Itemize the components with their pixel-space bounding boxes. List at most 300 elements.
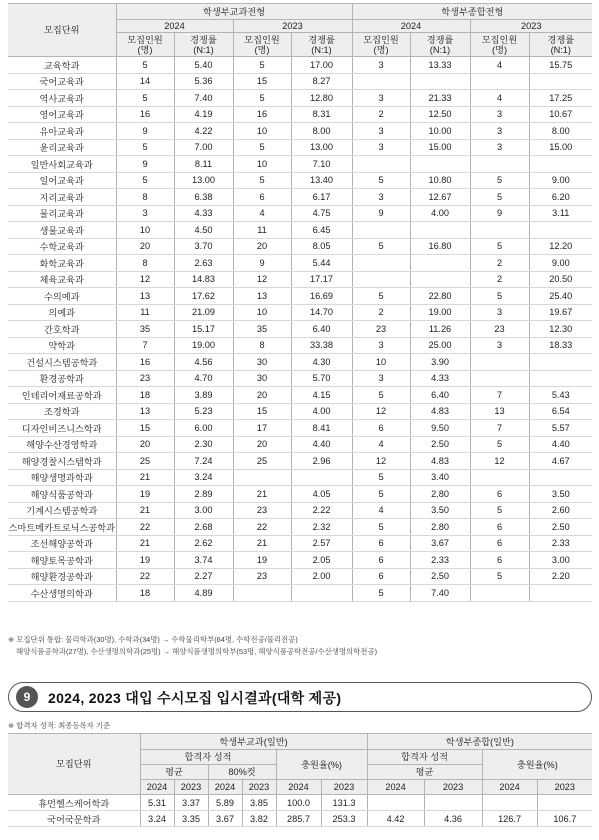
header-year: 2024 [367, 780, 424, 795]
data-cell: 12.20 [529, 238, 592, 255]
data-cell: 2.96 [291, 453, 352, 470]
data-cell: 3.37 [174, 795, 208, 811]
data-cell: 5 [352, 486, 410, 503]
dept-name: 역사교육과 [8, 90, 116, 107]
data-cell [537, 795, 592, 811]
data-cell: 22.80 [410, 288, 470, 305]
data-cell [367, 795, 424, 811]
data-cell: 2.50 [410, 568, 470, 585]
data-cell: 4.19 [174, 106, 233, 123]
data-cell: 2.63 [174, 255, 233, 272]
header-fill-rate: 충원율(%) [276, 750, 367, 780]
data-cell: 9 [233, 255, 291, 272]
data-cell: 10 [233, 123, 291, 140]
data-cell: 5 [233, 139, 291, 156]
data-cell: 13 [116, 403, 174, 420]
data-cell: 3 [352, 370, 410, 387]
data-cell: 21 [233, 486, 291, 503]
data-cell: 23 [233, 568, 291, 585]
data-cell [410, 255, 470, 272]
data-cell [470, 156, 529, 173]
data-cell: 23 [233, 502, 291, 519]
data-cell: 5 [470, 288, 529, 305]
data-cell: 2.60 [529, 502, 592, 519]
data-cell: 100.0 [276, 795, 321, 811]
data-cell: 2.33 [410, 552, 470, 569]
data-cell: 6.17 [291, 189, 352, 206]
header-year: 2023 [424, 780, 482, 795]
data-cell: 2.22 [291, 502, 352, 519]
dept-name: 해양환경공학과 [8, 568, 116, 585]
dept-name: 스마트메카트로닉스공학과 [8, 519, 116, 536]
data-cell: 11 [233, 222, 291, 239]
data-cell: 19 [116, 486, 174, 503]
data-cell: 8.31 [291, 106, 352, 123]
data-cell [424, 795, 482, 811]
table-row [8, 486, 592, 503]
data-cell: 15.00 [410, 139, 470, 156]
data-cell [470, 585, 529, 602]
data-cell: 4 [470, 57, 529, 74]
table-row [8, 189, 592, 206]
table-row [8, 337, 592, 354]
header-competition-ratio: 경쟁률 (N:1) [410, 33, 470, 57]
note-line-1: ※ 모집단위 통합: 물리학과(30명), 수학과(34명) → 수학물리학부(64명, 수학전공/물리전공) [8, 635, 298, 644]
data-cell: 6 [470, 535, 529, 552]
data-cell: 2.20 [529, 568, 592, 585]
data-cell: 17.62 [174, 288, 233, 305]
data-cell: 3.11 [529, 205, 592, 222]
data-cell [352, 271, 410, 288]
table-row [8, 469, 592, 486]
data-cell: 5.57 [529, 420, 592, 437]
data-cell: 4.05 [291, 486, 352, 503]
header-year: 2023 [537, 780, 592, 795]
data-cell: 3.85 [242, 795, 276, 811]
table-row [8, 288, 592, 305]
data-cell [352, 73, 410, 90]
data-cell: 15.75 [529, 57, 592, 74]
data-cell: 7.40 [174, 90, 233, 107]
dept-name: 일어교육과 [8, 172, 116, 189]
data-cell: 11 [116, 304, 174, 321]
data-cell: 4.22 [174, 123, 233, 140]
data-cell: 9 [116, 123, 174, 140]
dept-name: 윤리교육과 [8, 139, 116, 156]
data-cell: 35 [116, 321, 174, 338]
dept-name: 해양경찰시스템학과 [8, 453, 116, 470]
data-cell [529, 354, 592, 371]
data-cell: 10 [116, 222, 174, 239]
section-number: 9 [16, 686, 38, 708]
header-recruit-count: 모집인원 (명) [233, 33, 291, 57]
data-cell [529, 156, 592, 173]
data-cell: 4.33 [410, 370, 470, 387]
header-group-jonghap: 학생부종합전형 [352, 4, 592, 20]
header-year: 2024 [208, 780, 242, 795]
data-cell: 12 [352, 403, 410, 420]
dept-name: 조선해양공학과 [8, 535, 116, 552]
header-group-gyogwa: 학생부교과전형 [116, 4, 352, 20]
table-row [8, 255, 592, 272]
data-cell: 20 [233, 436, 291, 453]
data-cell: 5 [233, 172, 291, 189]
table-row [8, 304, 592, 321]
data-cell [529, 222, 592, 239]
data-cell: 13.40 [291, 172, 352, 189]
header-year: 2024 [140, 780, 174, 795]
data-cell [470, 222, 529, 239]
data-cell: 3 [470, 304, 529, 321]
data-cell: 4.40 [291, 436, 352, 453]
data-cell: 6.00 [174, 420, 233, 437]
data-cell: 4 [352, 502, 410, 519]
data-cell: 3.24 [140, 811, 174, 827]
data-cell: 5 [470, 189, 529, 206]
admission-table-2024-2023 [8, 3, 592, 602]
data-cell: 126.7 [482, 811, 537, 827]
dept-name: 생물교육과 [8, 222, 116, 239]
data-cell: 12 [352, 453, 410, 470]
data-cell: 4.00 [291, 403, 352, 420]
data-cell [482, 795, 537, 811]
data-cell: 8 [233, 337, 291, 354]
header-year: 2023 [174, 780, 208, 795]
data-cell: 16 [233, 106, 291, 123]
header-recruit-count: 모집인원 (명) [470, 33, 529, 57]
data-cell: 15.17 [174, 321, 233, 338]
data-cell: 3.40 [410, 469, 470, 486]
table-row [8, 139, 592, 156]
data-cell: 4.70 [174, 370, 233, 387]
data-cell [470, 370, 529, 387]
table-row [8, 453, 592, 470]
table-row [8, 420, 592, 437]
data-cell [352, 222, 410, 239]
header-year: 2024 [116, 20, 233, 33]
data-cell: 3 [470, 139, 529, 156]
data-cell: 12 [116, 271, 174, 288]
data-cell: 3 [352, 123, 410, 140]
data-cell: 3.50 [529, 486, 592, 503]
data-cell [470, 469, 529, 486]
data-cell: 22 [116, 519, 174, 536]
data-cell [529, 370, 592, 387]
dept-name: 해양수산경영학과 [8, 436, 116, 453]
header-year: 2023 [470, 20, 592, 33]
data-cell: 5.70 [291, 370, 352, 387]
header-recruit-count: 모집인원 (명) [352, 33, 410, 57]
data-cell: 5.23 [174, 403, 233, 420]
data-cell: 5 [233, 57, 291, 74]
data-cell: 19.00 [174, 337, 233, 354]
dept-name: 의예과 [8, 304, 116, 321]
header-recruit-count: 모집인원 (명) [116, 33, 174, 57]
table-row [8, 238, 592, 255]
data-cell: 21 [116, 535, 174, 552]
data-cell: 4.00 [410, 205, 470, 222]
table-row [8, 172, 592, 189]
data-cell: 2 [470, 271, 529, 288]
data-cell [410, 271, 470, 288]
dept-name: 국어국문학과 [8, 811, 140, 827]
data-cell: 7 [470, 387, 529, 404]
header-competition-ratio: 경쟁률 (N:1) [174, 33, 233, 57]
table-row [8, 519, 592, 536]
data-cell: 4 [233, 205, 291, 222]
header-year: 2023 [242, 780, 276, 795]
data-cell: 5.40 [174, 57, 233, 74]
data-cell: 2.62 [174, 535, 233, 552]
dept-name: 일반사회교육과 [8, 156, 116, 173]
data-cell: 35 [233, 321, 291, 338]
data-cell: 5 [352, 288, 410, 305]
header-group-gyogwa: 학생부교과(일반) [140, 734, 367, 750]
section-note: ※ 합격자 성적: 최종등록자 기준 [8, 721, 111, 730]
data-cell: 2.50 [529, 519, 592, 536]
data-cell [291, 585, 352, 602]
data-cell: 7.24 [174, 453, 233, 470]
data-cell: 8.05 [291, 238, 352, 255]
table-row [8, 436, 592, 453]
data-cell: 20.50 [529, 271, 592, 288]
table-row [8, 354, 592, 371]
data-cell: 21.33 [410, 90, 470, 107]
data-cell: 14 [116, 73, 174, 90]
data-cell: 5.36 [174, 73, 233, 90]
data-cell: 9.00 [529, 172, 592, 189]
dept-name: 교육학과 [8, 57, 116, 74]
data-cell: 25.40 [529, 288, 592, 305]
data-cell: 4 [352, 436, 410, 453]
data-cell: 7 [470, 420, 529, 437]
data-cell: 3.74 [174, 552, 233, 569]
data-cell: 3.70 [174, 238, 233, 255]
data-cell: 3.35 [174, 811, 208, 827]
dept-name: 건설시스템공학과 [8, 354, 116, 371]
data-cell: 2.05 [291, 552, 352, 569]
data-cell: 22 [233, 519, 291, 536]
data-cell: 2.80 [410, 519, 470, 536]
data-cell: 16 [116, 106, 174, 123]
data-cell: 9.00 [529, 255, 592, 272]
data-cell: 22 [116, 568, 174, 585]
data-cell: 285.7 [276, 811, 321, 827]
data-cell: 21 [233, 535, 291, 552]
data-cell: 13 [470, 403, 529, 420]
header-fill-rate: 충원율(%) [482, 750, 592, 780]
data-cell: 8.00 [529, 123, 592, 140]
data-cell: 3 [352, 337, 410, 354]
data-cell: 30 [233, 354, 291, 371]
dept-name: 휴먼헬스케어학과 [8, 795, 140, 811]
data-cell: 21.09 [174, 304, 233, 321]
data-cell: 7 [116, 337, 174, 354]
dept-name: 인테리어재료공학과 [8, 387, 116, 404]
data-cell: 12 [233, 271, 291, 288]
data-cell: 19.67 [529, 304, 592, 321]
data-cell: 3.00 [529, 552, 592, 569]
data-cell: 20 [116, 436, 174, 453]
data-cell: 5 [470, 172, 529, 189]
header-avg: 평균 [367, 765, 482, 780]
data-cell: 3.67 [410, 535, 470, 552]
data-cell: 18 [116, 387, 174, 404]
data-cell: 5 [116, 139, 174, 156]
data-cell: 16 [116, 354, 174, 371]
data-cell: 3.50 [410, 502, 470, 519]
data-cell: 5 [352, 469, 410, 486]
data-cell: 10.00 [410, 123, 470, 140]
data-cell: 4.15 [291, 387, 352, 404]
table-row [8, 403, 592, 420]
data-cell: 3 [470, 337, 529, 354]
dept-name: 유아교육과 [8, 123, 116, 140]
table-row [8, 535, 592, 552]
data-cell: 3 [352, 189, 410, 206]
data-cell: 9.50 [410, 420, 470, 437]
header-score: 합격자 성적 [367, 750, 482, 765]
dept-name: 수의예과 [8, 288, 116, 305]
data-cell: 25 [116, 453, 174, 470]
data-cell: 4 [470, 90, 529, 107]
data-cell: 17 [233, 420, 291, 437]
data-cell: 19.00 [410, 304, 470, 321]
data-cell: 8 [116, 189, 174, 206]
data-cell: 2.00 [291, 568, 352, 585]
table-row [8, 90, 592, 107]
data-cell: 3 [470, 123, 529, 140]
data-cell: 13.00 [174, 172, 233, 189]
data-cell: 7.10 [291, 156, 352, 173]
data-cell: 4.75 [291, 205, 352, 222]
data-cell: 12 [470, 453, 529, 470]
data-cell: 21 [116, 502, 174, 519]
data-cell: 5.44 [291, 255, 352, 272]
data-cell: 253.3 [321, 811, 367, 827]
header-year: 2023 [321, 780, 367, 795]
table-row [8, 370, 592, 387]
table-row [8, 205, 592, 222]
data-cell: 2 [470, 255, 529, 272]
data-cell [233, 585, 291, 602]
data-cell: 3 [352, 57, 410, 74]
header-year: 2024 [276, 780, 321, 795]
data-cell: 3.00 [174, 502, 233, 519]
data-cell: 6 [352, 552, 410, 569]
data-cell: 25.00 [410, 337, 470, 354]
data-cell: 6 [233, 189, 291, 206]
data-cell: 3 [470, 106, 529, 123]
data-cell [470, 354, 529, 371]
data-cell: 5.89 [208, 795, 242, 811]
data-cell: 4.40 [529, 436, 592, 453]
header-unit: 모집단위 [8, 4, 116, 57]
data-cell: 15 [116, 420, 174, 437]
data-cell: 5 [116, 90, 174, 107]
data-cell: 13 [116, 288, 174, 305]
data-cell: 17.25 [529, 90, 592, 107]
data-cell: 5 [470, 436, 529, 453]
data-cell: 14.83 [174, 271, 233, 288]
table-row [8, 156, 592, 173]
data-cell: 15 [233, 73, 291, 90]
data-cell: 23 [116, 370, 174, 387]
data-cell: 25 [233, 453, 291, 470]
data-cell: 5 [352, 519, 410, 536]
data-cell: 4.36 [424, 811, 482, 827]
data-cell: 5 [233, 90, 291, 107]
data-cell: 6 [352, 420, 410, 437]
table-row [8, 811, 592, 827]
data-cell: 9 [352, 205, 410, 222]
dept-name: 지리교육과 [8, 189, 116, 206]
data-cell: 8.00 [291, 123, 352, 140]
dept-name: 국어교육과 [8, 73, 116, 90]
data-cell: 10.67 [529, 106, 592, 123]
dept-name: 간호학과 [8, 321, 116, 338]
data-cell: 4.56 [174, 354, 233, 371]
data-cell: 5 [470, 238, 529, 255]
dept-name: 수산생명의학과 [8, 585, 116, 602]
dept-name: 해양생명과학과 [8, 469, 116, 486]
data-cell: 17.00 [291, 57, 352, 74]
admission-result-table [8, 733, 592, 827]
data-cell: 23 [470, 321, 529, 338]
data-cell: 7.40 [410, 585, 470, 602]
data-cell: 6 [470, 552, 529, 569]
dept-name: 수학교육과 [8, 238, 116, 255]
section-banner [8, 682, 592, 712]
data-cell: 2 [352, 304, 410, 321]
data-cell [291, 469, 352, 486]
dept-name: 영어교육과 [8, 106, 116, 123]
data-cell: 8 [116, 255, 174, 272]
dept-name: 조경학과 [8, 403, 116, 420]
data-cell: 2.50 [410, 436, 470, 453]
header-year: 2023 [233, 20, 352, 33]
data-cell: 12.50 [410, 106, 470, 123]
header-avg: 평균 [140, 765, 208, 780]
data-cell: 19 [233, 552, 291, 569]
dept-name: 해양토목공학과 [8, 552, 116, 569]
header-unit: 모집단위 [8, 734, 140, 795]
data-cell: 5.43 [529, 387, 592, 404]
data-cell: 3.90 [410, 354, 470, 371]
data-cell: 7.00 [174, 139, 233, 156]
table-row [8, 387, 592, 404]
dept-name: 환경공학과 [8, 370, 116, 387]
data-cell: 12.67 [410, 189, 470, 206]
data-cell: 2.27 [174, 568, 233, 585]
data-cell: 5 [470, 502, 529, 519]
dept-name: 디자인비즈니스학과 [8, 420, 116, 437]
table-row [8, 552, 592, 569]
data-cell: 2 [352, 106, 410, 123]
header-year: 2024 [352, 20, 470, 33]
table-row [8, 57, 592, 74]
data-cell: 6.38 [174, 189, 233, 206]
data-cell: 6.54 [529, 403, 592, 420]
data-cell: 2.30 [174, 436, 233, 453]
data-cell: 3 [352, 90, 410, 107]
data-cell: 5 [352, 172, 410, 189]
data-cell: 3 [352, 139, 410, 156]
data-cell: 2.80 [410, 486, 470, 503]
dept-name: 기계시스템공학과 [8, 502, 116, 519]
data-cell: 19 [116, 552, 174, 569]
table-row [8, 585, 592, 602]
